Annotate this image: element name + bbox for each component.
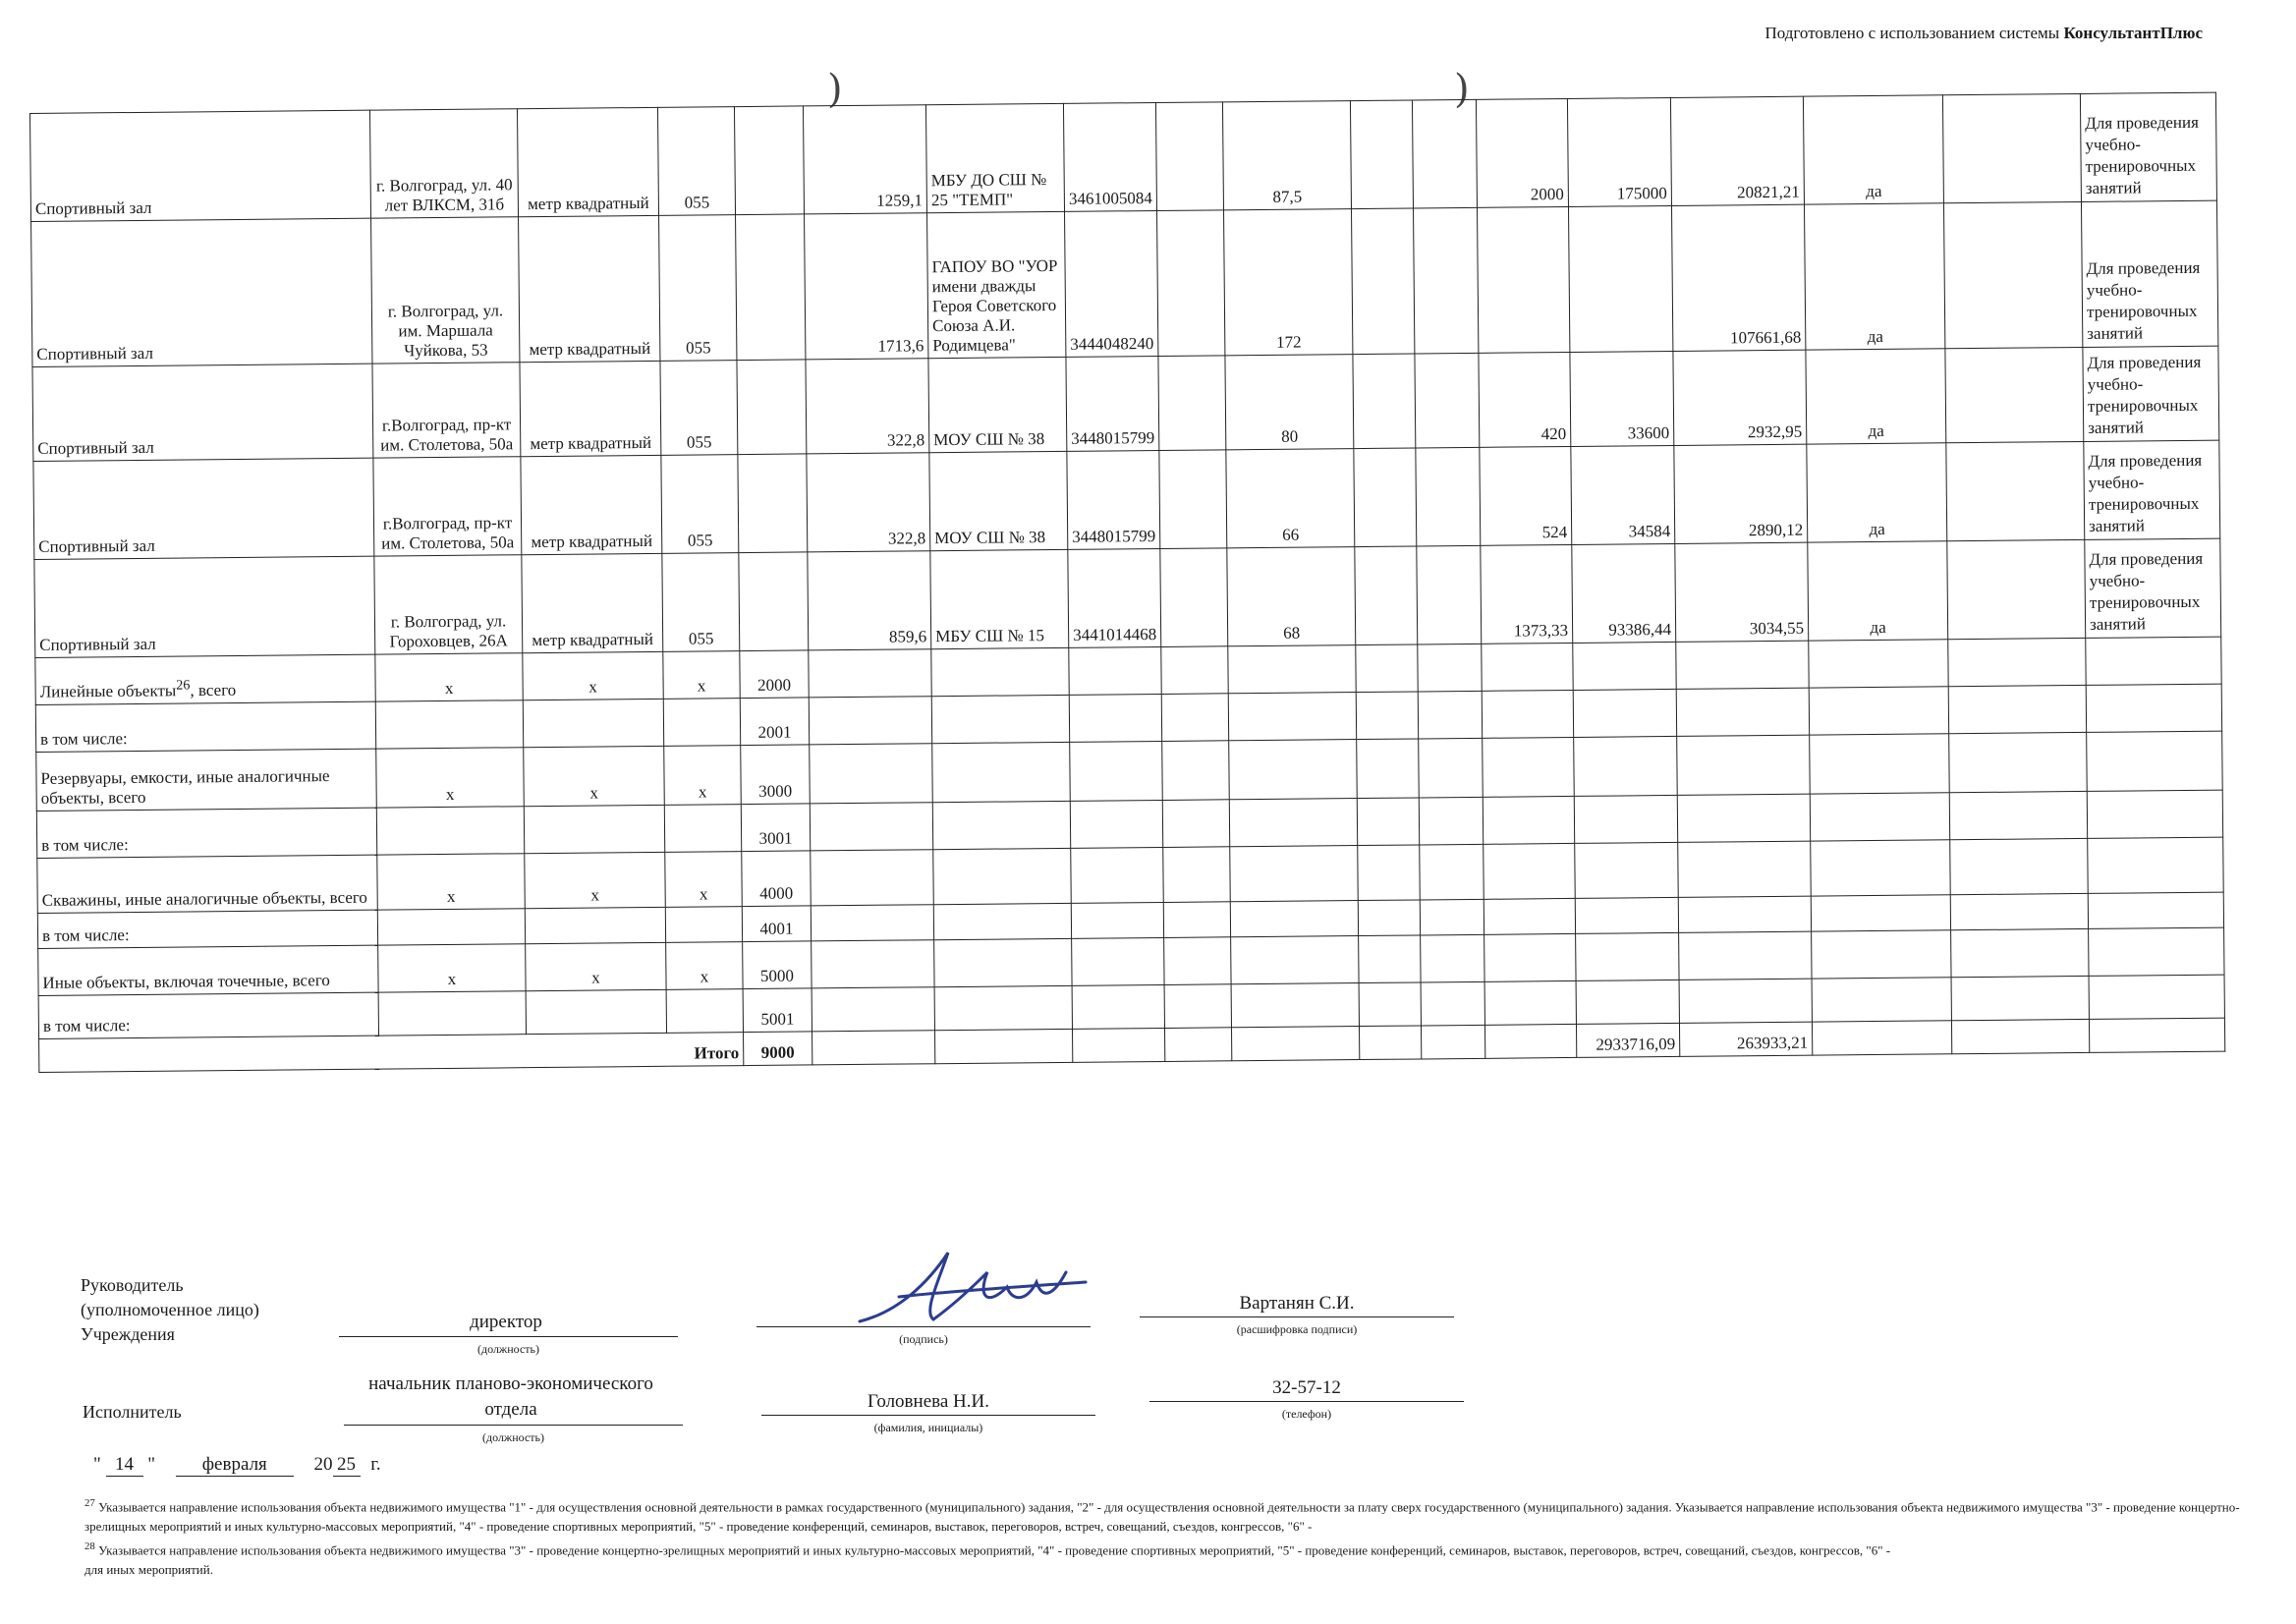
totals-sum-1: 2933716,09 <box>1576 1023 1679 1057</box>
category-x: х <box>375 653 523 701</box>
position-line <box>339 1336 678 1337</box>
facility-user: ГАПОУ ВО "УОР имени дважды Героя Советского Союза А.И. Родимцева" <box>927 211 1066 358</box>
property-table <box>29 92 2225 1073</box>
facility-purpose: Для проведения учебно-тренировочных занятий <box>2085 538 2221 638</box>
facility-okei: 055 <box>659 215 737 362</box>
category-name: Скважины, иные аналогичные объекты, всего <box>37 855 378 913</box>
facility-sum-1: 33600 <box>1570 351 1674 446</box>
facility-col-1 <box>1158 356 1226 451</box>
category-code: 2000 <box>740 650 809 699</box>
table-row-facility-2 <box>31 200 2218 366</box>
footnote-27-mark: 27 <box>84 1497 95 1509</box>
facility-sum-1 <box>1568 205 1672 352</box>
facility-unit: метр квадратный <box>521 455 662 554</box>
binding-mark-right: ) <box>1454 67 1470 112</box>
facility-flag: да <box>1808 541 1948 641</box>
executor-phone: 32-57-12 <box>1272 1377 1341 1398</box>
category-x: х <box>524 746 665 806</box>
facility-hours: 420 <box>1479 352 1571 447</box>
footnote-28-text: Указывается направление использования объекта недвижимого имущества "3" - проведение концертно-зрелищных мероприятий и иных культурно-массовых мероприятий, "4" - проведение спортивных мероприятий, "5" - проведение конференций, семинаров, выставок, переговоров, встреч, совещаний, съездов, конгрессов, "6" - <box>98 1542 1891 1558</box>
head-label: Руководитель (уполномоченное лицо) Учреждения <box>81 1275 259 1344</box>
facility-address: г. Волгоград, ул. Гороховцев, 26А <box>374 555 523 654</box>
phone-caption: (телефон) <box>1281 1407 1332 1421</box>
head-name: Вартанян С.И. <box>1239 1293 1355 1314</box>
totals-code: 9000 <box>744 1032 812 1066</box>
facility-sum-2: 107661,68 <box>1671 204 1805 351</box>
facility-col-5 <box>1947 539 2086 639</box>
footnote-27-text: Указывается направление использования объекта недвижимого имущества "1" - для осуществления основной деятельности в рамках государственного (муниципального) задания, "2" - для осуществления основной деятельности за плату сверх государственного (муниципального) задания. Указывается направление использования объекта недвижимого имущества "3" - проведение концертно-зрелищных мероприятий и иных культурно-массовых мероприятий, "4" - проведение спортивных мероприятий, "5" - проведение конференций, семинаров, выставок, переговоров, встреч, совещаний, съездов, конгрессов, "6" - <box>84 1499 2240 1535</box>
facility-name: Спортивный зал <box>34 556 375 657</box>
position-caption: (должность) <box>477 1342 539 1356</box>
facility-hours: 1373,33 <box>1481 544 1573 644</box>
facility-inn: 3444048240 <box>1065 210 1158 357</box>
facility-line-code <box>737 360 807 455</box>
decode-line <box>1140 1316 1454 1317</box>
facility-col-2: 80 <box>1225 355 1354 450</box>
executor-position-caption: (должность) <box>482 1430 544 1444</box>
facility-flag: да <box>1806 349 1946 444</box>
footnote-28-end: для иных мероприятий. <box>84 1562 213 1578</box>
facility-inn: 3448015799 <box>1066 356 1159 451</box>
facility-col-2: 68 <box>1227 547 1356 646</box>
category-x: х <box>663 651 740 700</box>
category-sub-label: в том числе: <box>37 910 377 948</box>
facility-unit: метр квадратный <box>519 215 660 362</box>
decode-caption: (расшифровка подписи) <box>1236 1322 1358 1336</box>
table-row-facility-1 <box>30 92 2217 221</box>
category-sub-label: в том числе: <box>38 992 378 1038</box>
totals-label: Итого <box>39 1033 744 1073</box>
category-x: х <box>666 942 743 990</box>
category-code: 3000 <box>741 745 811 805</box>
facility-address: г.Волгоград, пр-кт им. Столетова, 50а <box>372 363 521 458</box>
facility-col-1 <box>1157 210 1225 357</box>
facility-unit: метр квадратный <box>517 107 658 216</box>
facility-user: МОУ СШ № 38 <box>928 357 1067 452</box>
facility-col-4 <box>1412 99 1477 208</box>
signature-line <box>756 1326 1091 1327</box>
facility-col-1 <box>1160 548 1228 647</box>
totals-sum-2: 263933,21 <box>1679 1022 1812 1056</box>
facility-col-1 <box>1155 102 1223 211</box>
binding-mark-left: ) <box>827 67 843 112</box>
facility-flag: да <box>1807 443 1947 542</box>
facility-unit: метр квадратный <box>520 361 661 456</box>
facility-col-4 <box>1415 353 1480 448</box>
facility-okei: 055 <box>660 361 738 456</box>
facility-purpose: Для проведения учебно-тренировочных занятий <box>2081 200 2217 347</box>
facility-inn: 3461005084 <box>1063 102 1156 211</box>
facility-sum-1: 93386,44 <box>1572 543 1676 643</box>
facility-col-3 <box>1353 354 1416 449</box>
prepared-by-header <box>1764 24 2203 43</box>
executor-position-line <box>344 1425 683 1426</box>
signature-caption: (подпись) <box>899 1332 948 1346</box>
category-x: х <box>526 942 666 990</box>
facility-name: Спортивный зал <box>31 218 372 366</box>
category-sub-code: 3001 <box>741 804 810 852</box>
footnote-ref: 26 <box>176 677 191 694</box>
category-name: Иные объекты, включая точечные, всего <box>38 945 378 995</box>
category-x: х <box>378 944 526 992</box>
facility-sum-1: 175000 <box>1567 97 1671 206</box>
facility-name: Спортивный зал <box>30 110 371 221</box>
facility-col-3 <box>1355 546 1418 645</box>
category-sub-code: 5001 <box>743 988 812 1033</box>
facility-sum-2: 3034,55 <box>1675 542 1809 642</box>
facility-user: МБУ ДО СШ № 25 "ТЕМП" <box>925 103 1064 212</box>
facility-col-4 <box>1417 545 1482 644</box>
facility-inn: 3441014468 <box>1068 548 1161 647</box>
facility-purpose: Для проведения учебно-тренировочных занятий <box>2083 346 2219 441</box>
facility-inn: 3448015799 <box>1067 450 1160 549</box>
executor-label: Исполнитель <box>83 1402 182 1422</box>
facility-line-code <box>734 106 804 215</box>
category-code: 4000 <box>742 851 812 907</box>
category-x: х <box>525 852 666 908</box>
facility-col-5 <box>1945 347 2084 442</box>
facility-line-code <box>736 214 806 361</box>
facility-sum-2: 20821,21 <box>1670 96 1804 205</box>
facility-user: МБУ СШ № 15 <box>930 549 1069 648</box>
category-sub-label: в том числе: <box>36 808 376 858</box>
category-x: х <box>523 651 663 700</box>
property-table-sheet <box>29 91 2256 1223</box>
facility-okei: 055 <box>662 553 740 652</box>
executor-name-line <box>761 1415 1095 1416</box>
facility-flag: да <box>1803 95 1943 204</box>
facility-line-code <box>738 454 808 553</box>
category-x: х <box>377 854 526 910</box>
facility-address: г.Волгоград, пр-кт им. Столетова, 50а <box>373 457 522 556</box>
facility-col-1 <box>1159 450 1227 549</box>
prepared-brand: КонсультантПлюс <box>2063 24 2203 42</box>
facility-line-code <box>739 552 809 651</box>
footnote-27 <box>84 1493 2246 1537</box>
category-sub-code: 4001 <box>742 906 811 942</box>
facility-col-3 <box>1354 448 1417 547</box>
facility-col-2: 87,5 <box>1222 101 1351 210</box>
facility-area: 1259,1 <box>803 105 926 214</box>
facility-col-5 <box>1942 93 2081 202</box>
executor-name: Головнева Н.И. <box>868 1391 989 1412</box>
facility-address: г. Волгоград, ул. 40 лет ВЛКСМ, 31б <box>369 109 518 218</box>
facility-area: 322,8 <box>807 453 930 552</box>
category-name: Линейные объекты$^{26}$, всего <box>35 654 375 704</box>
category-code: 5000 <box>743 941 812 989</box>
facility-col-4 <box>1416 447 1481 546</box>
facility-purpose: Для проведения учебно-тренировочных занятий <box>2084 440 2220 539</box>
category-x: х <box>376 748 525 808</box>
footnote-28 <box>84 1537 2246 1580</box>
date-day: 14 <box>106 1454 143 1477</box>
executor-position: начальник планово-экономического отдела <box>368 1373 653 1420</box>
facility-sum-2: 2932,95 <box>1673 350 1807 445</box>
facility-sum-1: 34584 <box>1571 445 1675 544</box>
head-position: директор <box>470 1312 542 1332</box>
facility-hours <box>1477 206 1569 353</box>
facility-sum-2: 2890,12 <box>1674 444 1808 543</box>
facility-col-2: 66 <box>1226 449 1355 548</box>
phone-line <box>1149 1401 1464 1402</box>
facility-col-2: 172 <box>1224 209 1353 356</box>
prepared-prefix: Подготовлено с использованием системы <box>1764 24 2064 42</box>
facility-okei: 055 <box>661 455 739 554</box>
facility-area: 322,8 <box>806 359 929 454</box>
category-name: Резервуары, емкости, иные аналогичные объекты, всего <box>36 749 377 811</box>
facility-name: Спортивный зал <box>32 364 373 461</box>
category-sub-code: 2001 <box>740 698 809 746</box>
facility-okei: 055 <box>657 107 735 216</box>
facility-col-3 <box>1350 100 1413 209</box>
facility-unit: метр квадратный <box>522 553 663 652</box>
footnote-28-mark: 28 <box>84 1540 95 1552</box>
facility-user: МОУ СШ № 38 <box>929 451 1068 550</box>
category-x: х <box>665 852 743 908</box>
facility-area: 1713,6 <box>805 213 928 360</box>
facility-hours: 2000 <box>1476 98 1568 207</box>
date-year: 25 <box>333 1454 361 1477</box>
facility-col-5 <box>1946 441 2085 540</box>
facility-col-3 <box>1351 208 1414 355</box>
date-line: " 14 " февраля 20 25 г. <box>93 1454 381 1475</box>
facility-name: Спортивный зал <box>33 458 374 559</box>
facility-area: 859,6 <box>808 551 931 650</box>
category-x: х <box>664 746 742 806</box>
category-sub-label: в том числе: <box>35 701 375 752</box>
facility-col-5 <box>1943 201 2082 348</box>
facility-flag: да <box>1804 203 1944 350</box>
facility-hours: 524 <box>1480 446 1572 545</box>
facility-address: г. Волгоград, ул. им. Маршала Чуйкова, 53 <box>371 217 520 364</box>
facility-purpose: Для проведения учебно-тренировочных занятий <box>2080 92 2216 201</box>
executor-name-caption: (фамилия, инициалы) <box>873 1421 983 1434</box>
date-month: февраля <box>176 1454 294 1477</box>
facility-col-4 <box>1413 207 1478 354</box>
